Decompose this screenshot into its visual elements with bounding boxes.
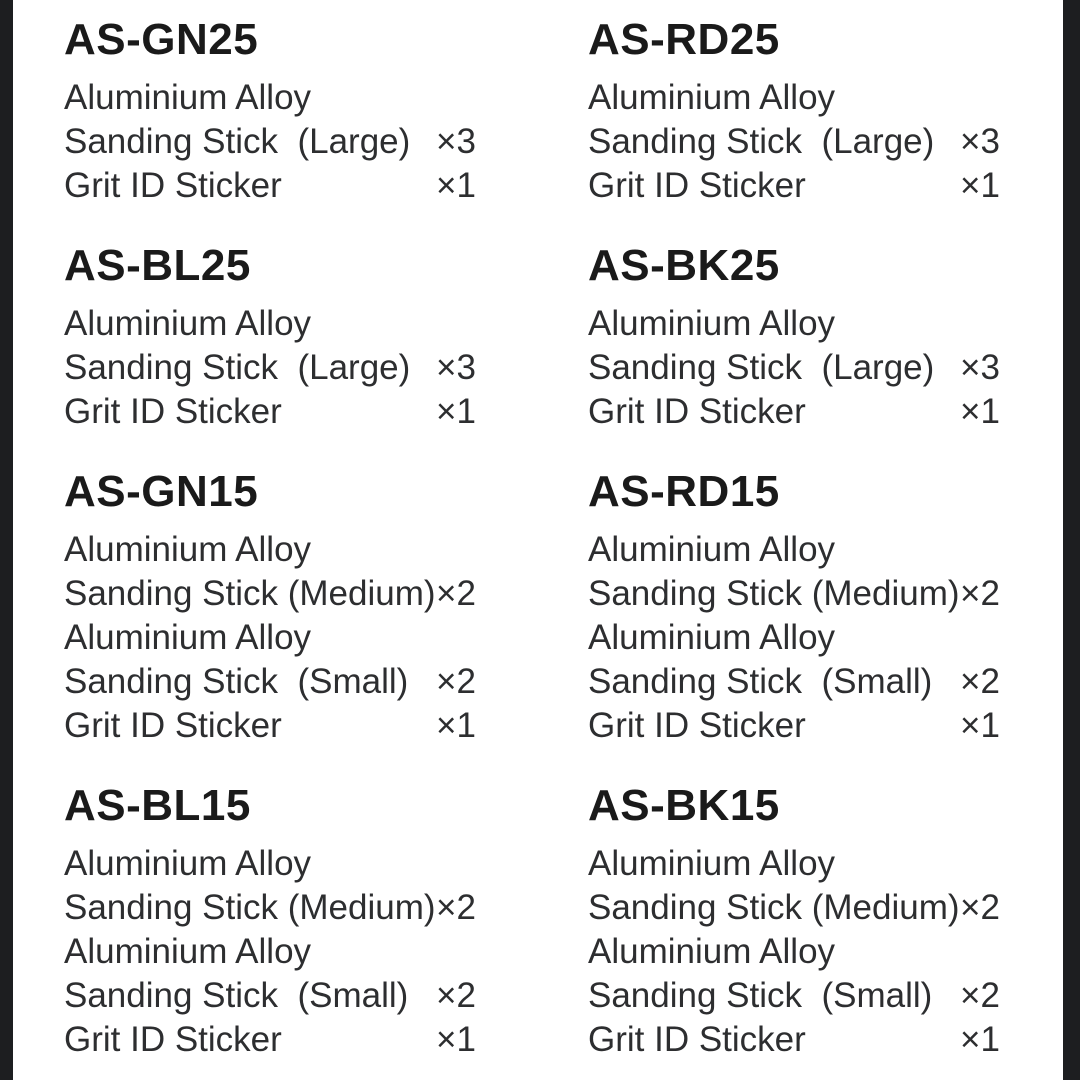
item-quantity: ×1 <box>436 392 476 431</box>
left-edge-bar <box>0 0 13 1080</box>
product-code: AS-BL25 <box>64 241 251 290</box>
item-name: Grit ID Sticker <box>588 166 806 205</box>
item-name: Aluminium Alloy <box>64 78 312 117</box>
item-line <box>64 528 524 572</box>
item-line <box>64 974 524 1018</box>
item-name: Aluminium Alloy <box>588 618 836 657</box>
item-name: Grit ID Sticker <box>588 392 806 431</box>
item-name: Aluminium Alloy <box>64 932 312 971</box>
item-name: Sanding Stick (Large) <box>64 348 411 387</box>
item-quantity: ×3 <box>436 122 476 161</box>
item-name: Aluminium Alloy <box>64 618 312 657</box>
item-quantity: ×2 <box>436 662 476 701</box>
product-items <box>64 842 524 1062</box>
product-items <box>588 302 1048 434</box>
item-line <box>588 974 1048 1018</box>
item-line <box>588 704 1048 748</box>
item-line <box>64 886 524 930</box>
product-items <box>64 76 524 208</box>
item-line <box>588 842 1048 886</box>
item-line <box>588 164 1048 208</box>
item-quantity: ×2 <box>960 888 1000 927</box>
item-quantity: ×2 <box>960 574 1000 613</box>
product-items <box>588 528 1048 748</box>
product-block <box>64 12 524 208</box>
spec-sheet <box>64 12 1048 1062</box>
item-name: Sanding Stick (Medium) <box>64 574 436 613</box>
item-name: Grit ID Sticker <box>588 1020 806 1059</box>
product-block <box>588 464 1048 748</box>
item-line <box>64 660 524 704</box>
item-name: Sanding Stick (Small) <box>588 976 933 1015</box>
item-name: Sanding Stick (Medium) <box>588 574 960 613</box>
item-line <box>588 930 1048 974</box>
item-quantity: ×1 <box>960 1020 1000 1059</box>
right-edge-bar <box>1063 0 1080 1080</box>
item-line <box>588 572 1048 616</box>
item-name: Grit ID Sticker <box>64 706 282 745</box>
item-quantity: ×3 <box>960 348 1000 387</box>
product-code: AS-BL15 <box>64 781 251 830</box>
item-line <box>588 302 1048 346</box>
item-quantity: ×1 <box>436 166 476 205</box>
item-quantity: ×2 <box>436 888 476 927</box>
product-block <box>588 778 1048 1062</box>
item-quantity: ×2 <box>436 976 476 1015</box>
item-name: Aluminium Alloy <box>588 304 836 343</box>
item-name: Grit ID Sticker <box>64 166 282 205</box>
product-code: AS-RD25 <box>588 15 780 64</box>
item-name: Aluminium Alloy <box>588 78 836 117</box>
item-line <box>64 302 524 346</box>
item-line <box>588 346 1048 390</box>
item-line <box>588 120 1048 164</box>
item-name: Aluminium Alloy <box>64 304 312 343</box>
item-line <box>64 76 524 120</box>
item-name: Grit ID Sticker <box>64 392 282 431</box>
item-line <box>64 930 524 974</box>
product-items <box>588 842 1048 1062</box>
item-name: Sanding Stick (Small) <box>588 662 933 701</box>
item-quantity: ×3 <box>436 348 476 387</box>
item-line <box>64 842 524 886</box>
product-code: AS-GN15 <box>64 467 259 516</box>
item-line <box>64 1018 524 1062</box>
item-line <box>64 616 524 660</box>
item-name: Sanding Stick (Large) <box>588 348 935 387</box>
item-quantity: ×2 <box>960 662 1000 701</box>
product-code: AS-GN25 <box>64 15 259 64</box>
item-name: Sanding Stick (Medium) <box>588 888 960 927</box>
item-line <box>64 572 524 616</box>
item-line <box>588 616 1048 660</box>
item-quantity: ×2 <box>960 976 1000 1015</box>
item-quantity: ×1 <box>436 1020 476 1059</box>
product-block <box>588 238 1048 434</box>
product-block <box>588 12 1048 208</box>
product-code: AS-BK15 <box>588 781 780 830</box>
product-items <box>64 528 524 748</box>
item-name: Aluminium Alloy <box>64 844 312 883</box>
item-name: Grit ID Sticker <box>588 706 806 745</box>
product-block <box>64 464 524 748</box>
item-line <box>64 164 524 208</box>
item-quantity: ×1 <box>436 706 476 745</box>
product-code: AS-RD15 <box>588 467 780 516</box>
item-line <box>588 660 1048 704</box>
item-name: Sanding Stick (Small) <box>64 976 409 1015</box>
item-name: Aluminium Alloy <box>64 530 312 569</box>
item-quantity: ×1 <box>960 706 1000 745</box>
item-name: Aluminium Alloy <box>588 844 836 883</box>
product-items <box>64 302 524 434</box>
item-line <box>588 528 1048 572</box>
item-quantity: ×1 <box>960 166 1000 205</box>
item-quantity: ×2 <box>436 574 476 613</box>
product-block <box>64 778 524 1062</box>
item-name: Sanding Stick (Medium) <box>64 888 436 927</box>
item-line <box>588 886 1048 930</box>
item-name: Aluminium Alloy <box>588 530 836 569</box>
product-code: AS-BK25 <box>588 241 780 290</box>
item-line <box>64 120 524 164</box>
item-name: Sanding Stick (Large) <box>64 122 411 161</box>
item-quantity: ×3 <box>960 122 1000 161</box>
item-line <box>64 346 524 390</box>
item-quantity: ×1 <box>960 392 1000 431</box>
item-name: Grit ID Sticker <box>64 1020 282 1059</box>
item-name: Sanding Stick (Small) <box>64 662 409 701</box>
item-name: Aluminium Alloy <box>588 932 836 971</box>
item-line <box>588 390 1048 434</box>
item-line <box>64 390 524 434</box>
item-line <box>588 1018 1048 1062</box>
item-line <box>588 76 1048 120</box>
item-line <box>64 704 524 748</box>
item-name: Sanding Stick (Large) <box>588 122 935 161</box>
products-grid <box>64 12 1048 1062</box>
product-block <box>64 238 524 434</box>
product-items <box>588 76 1048 208</box>
